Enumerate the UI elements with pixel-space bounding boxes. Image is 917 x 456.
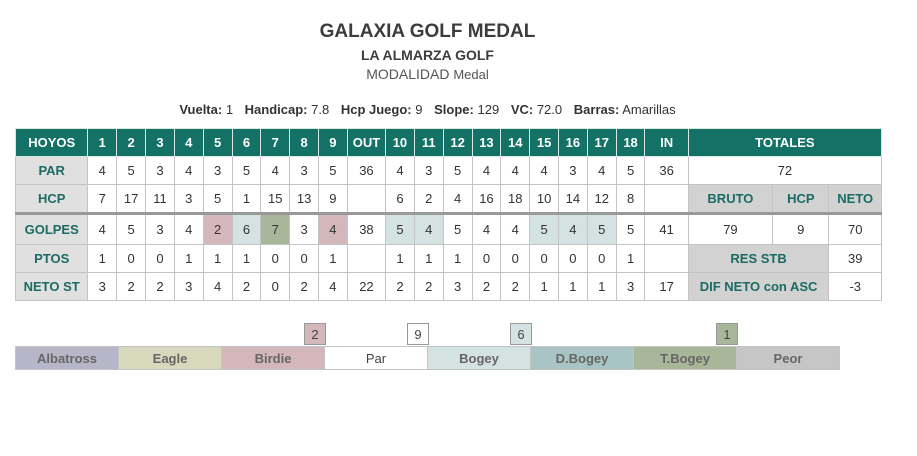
neto_st-hole-value: 3 (443, 273, 472, 301)
hcp-hole-value: 2 (414, 185, 443, 214)
scorecard-table (15, 128, 882, 301)
ptos-label: PTOS (16, 245, 88, 273)
neto_st-hole-value: 2 (290, 273, 319, 301)
barras-label: Barras: (573, 102, 620, 117)
golpes-label: GOLPES (16, 214, 88, 245)
handicap-value: 7.8 (311, 102, 330, 117)
par-hole-value: 4 (530, 157, 559, 185)
legend-eag: Eagle (118, 346, 222, 370)
ptos-hole-value: 0 (290, 245, 319, 273)
ptos-hole-value: 1 (203, 245, 232, 273)
par-hole-value: 4 (472, 157, 501, 185)
golpes-row (16, 214, 882, 245)
course-name: LA ALMARZA GOLF (361, 47, 494, 63)
neto_st-hole-value: 2 (232, 273, 261, 301)
hcp-value: 9 (773, 214, 829, 245)
hcp-hole-value: 17 (117, 185, 146, 214)
hcp-in-total (645, 185, 688, 214)
neto-value: 70 (829, 214, 882, 245)
hole-number-header: 13 (472, 129, 501, 157)
neto_st-hole-value: 1 (587, 273, 616, 301)
par-hole-value: 4 (386, 157, 415, 185)
hcp-total-label: HCP (773, 185, 829, 214)
legend-tbo: T.Bogey (633, 346, 737, 370)
hole-number-header: 17 (587, 129, 616, 157)
golpes-hole-value: 5 (386, 214, 415, 245)
ptos-hole-value: 1 (414, 245, 443, 273)
page-title: GALAXIA GOLF MEDAL (319, 21, 536, 42)
par-hole-value: 4 (88, 157, 117, 185)
ptos-hole-value: 0 (472, 245, 501, 273)
golpes-hole-value: 6 (232, 214, 261, 245)
ptos-out-total (347, 245, 385, 273)
neto_st-hole-value: 2 (386, 273, 415, 301)
legend-dbo: D.Bogey (530, 346, 634, 370)
hole-number-header: 15 (530, 129, 559, 157)
neto_st-hole-value: 3 (174, 273, 203, 301)
hcp-hole-value: 12 (587, 185, 616, 214)
hcp-juego-label: Hcp Juego: (340, 102, 412, 117)
legend-count-bir: 2 (304, 323, 326, 345)
ptos-hole-value: 0 (530, 245, 559, 273)
hcp-out-total (347, 185, 385, 214)
hole-number-header: 10 (386, 129, 415, 157)
hcp-label: HCP (16, 185, 88, 214)
ptos-hole-value: 0 (117, 245, 146, 273)
par-hole-value: 3 (146, 157, 175, 185)
vc-value: 72.0 (536, 102, 563, 117)
golpes-hole-value: 5 (530, 214, 559, 245)
hcp-hole-value: 9 (319, 185, 348, 214)
hcp-hole-value: 15 (261, 185, 290, 214)
ptos-hole-value: 0 (501, 245, 530, 273)
hoyos-header: HOYOS (16, 129, 88, 157)
par-in-total: 36 (645, 157, 688, 185)
ptos-hole-value: 1 (616, 245, 645, 273)
modalidad-value: Medal (453, 67, 489, 82)
modalidad (0, 66, 855, 82)
vuelta-label: Vuelta: (179, 102, 223, 117)
par-hole-value: 5 (616, 157, 645, 185)
hole-number-header: 12 (443, 129, 472, 157)
ptos-in-total (645, 245, 688, 273)
golpes-in-total: 41 (645, 214, 688, 245)
ptos-hole-value: 0 (559, 245, 588, 273)
hole-number-header: 5 (203, 129, 232, 157)
neto_st-hole-value: 2 (414, 273, 443, 301)
golpes-hole-value: 4 (319, 214, 348, 245)
hole-number-header: 6 (232, 129, 261, 157)
barras-value: Amarillas (622, 102, 676, 117)
neto_st-hole-value: 3 (88, 273, 117, 301)
in-header: IN (645, 129, 688, 157)
neto_st-out-total: 22 (347, 273, 385, 301)
legend-count-tbo: 1 (716, 323, 738, 345)
neto_st-hole-value: 2 (117, 273, 146, 301)
par-out-total: 36 (347, 157, 385, 185)
neto_st-hole-value: 0 (261, 273, 290, 301)
hole-number-header: 11 (414, 129, 443, 157)
golpes-hole-value: 4 (174, 214, 203, 245)
hcp-hole-value: 5 (203, 185, 232, 214)
vc-label: VC: (510, 102, 534, 117)
round-info (0, 102, 855, 117)
dif-neto-value: -3 (829, 273, 882, 301)
par-label: PAR (16, 157, 88, 185)
legend-alb: Albatross (15, 346, 119, 370)
hole-number-header: 14 (501, 129, 530, 157)
hcp-hole-value: 16 (472, 185, 501, 214)
hole-number-header: 9 (319, 129, 348, 157)
res-stb-value: 39 (829, 245, 882, 273)
par-row (16, 157, 882, 185)
par-hole-value: 3 (559, 157, 588, 185)
bruto-label: BRUTO (688, 185, 772, 214)
modalidad-label: MODALIDAD (366, 66, 450, 82)
res-stb-label: RES STB (688, 245, 829, 273)
golpes-hole-value: 4 (472, 214, 501, 245)
golpes-hole-value: 5 (587, 214, 616, 245)
par-hole-value: 3 (290, 157, 319, 185)
hcp-hole-value: 4 (443, 185, 472, 214)
legend-bir: Birdie (221, 346, 325, 370)
neto_st-in-total: 17 (645, 273, 688, 301)
slope-value: 129 (477, 102, 500, 117)
neto_st-hole-value: 1 (530, 273, 559, 301)
ptos-hole-value: 1 (319, 245, 348, 273)
par-total: 72 (688, 157, 881, 185)
hcp-hole-value: 14 (559, 185, 588, 214)
par-hole-value: 4 (174, 157, 203, 185)
score-legend (15, 346, 839, 370)
legend-count-bog: 6 (510, 323, 532, 345)
par-hole-value: 5 (232, 157, 261, 185)
handicap-label: Handicap: (244, 102, 308, 117)
golpes-hole-value: 4 (414, 214, 443, 245)
hcp-hole-value: 13 (290, 185, 319, 214)
hole-number-header: 18 (616, 129, 645, 157)
ptos-hole-value: 1 (443, 245, 472, 273)
golpes-hole-value: 2 (203, 214, 232, 245)
golpes-hole-value: 5 (616, 214, 645, 245)
hole-number-header: 2 (117, 129, 146, 157)
par-hole-value: 3 (203, 157, 232, 185)
golpes-hole-value: 5 (443, 214, 472, 245)
legend-peo: Peor (736, 346, 840, 370)
par-hole-value: 5 (117, 157, 146, 185)
hcp-hole-value: 10 (530, 185, 559, 214)
header-row (16, 129, 882, 157)
neto_st-hole-value: 4 (319, 273, 348, 301)
hcp-hole-value: 6 (386, 185, 415, 214)
golpes-out-total: 38 (347, 214, 385, 245)
par-hole-value: 4 (587, 157, 616, 185)
legend-count-par: 9 (407, 323, 429, 345)
slope-label: Slope: (434, 102, 474, 117)
golpes-hole-value: 4 (88, 214, 117, 245)
out-header: OUT (347, 129, 385, 157)
par-hole-value: 5 (443, 157, 472, 185)
ptos-hole-value: 1 (232, 245, 261, 273)
hcp-hole-value: 8 (616, 185, 645, 214)
golpes-hole-value: 5 (117, 214, 146, 245)
hcp-row (16, 185, 882, 214)
ptos-hole-value: 1 (386, 245, 415, 273)
hole-number-header: 7 (261, 129, 290, 157)
hcp-juego-value: 9 (415, 102, 423, 117)
ptos-hole-value: 0 (146, 245, 175, 273)
neto_st-hole-value: 2 (501, 273, 530, 301)
neto_st-hole-value: 2 (146, 273, 175, 301)
neto-label: NETO (829, 185, 882, 214)
hole-number-header: 4 (174, 129, 203, 157)
par-hole-value: 3 (414, 157, 443, 185)
neto-st-row (16, 273, 882, 301)
golpes-hole-value: 7 (261, 214, 290, 245)
neto_st-hole-value: 3 (616, 273, 645, 301)
ptos-hole-value: 1 (174, 245, 203, 273)
legend-par: Par (324, 346, 428, 370)
ptos-hole-value: 0 (261, 245, 290, 273)
hcp-hole-value: 7 (88, 185, 117, 214)
vuelta-value: 1 (225, 102, 234, 117)
golpes-hole-value: 3 (290, 214, 319, 245)
legend-bog: Bogey (427, 346, 531, 370)
hole-number-header: 16 (559, 129, 588, 157)
bruto-value: 79 (688, 214, 772, 245)
ptos-hole-value: 0 (587, 245, 616, 273)
neto_st-hole-value: 1 (559, 273, 588, 301)
par-hole-value: 4 (261, 157, 290, 185)
hole-number-header: 3 (146, 129, 175, 157)
par-hole-value: 5 (319, 157, 348, 185)
golpes-hole-value: 4 (559, 214, 588, 245)
hcp-hole-value: 3 (174, 185, 203, 214)
dif-neto-label: DIF NETO con ASC (688, 273, 829, 301)
ptos-row (16, 245, 882, 273)
neto_st-label: NETO ST (16, 273, 88, 301)
golpes-hole-value: 3 (146, 214, 175, 245)
hole-number-header: 1 (88, 129, 117, 157)
neto_st-hole-value: 2 (472, 273, 501, 301)
ptos-hole-value: 1 (88, 245, 117, 273)
hcp-hole-value: 18 (501, 185, 530, 214)
totales-header: TOTALES (688, 129, 881, 157)
par-hole-value: 4 (501, 157, 530, 185)
hole-number-header: 8 (290, 129, 319, 157)
golpes-hole-value: 4 (501, 214, 530, 245)
neto_st-hole-value: 4 (203, 273, 232, 301)
hcp-hole-value: 11 (146, 185, 175, 214)
hcp-hole-value: 1 (232, 185, 261, 214)
